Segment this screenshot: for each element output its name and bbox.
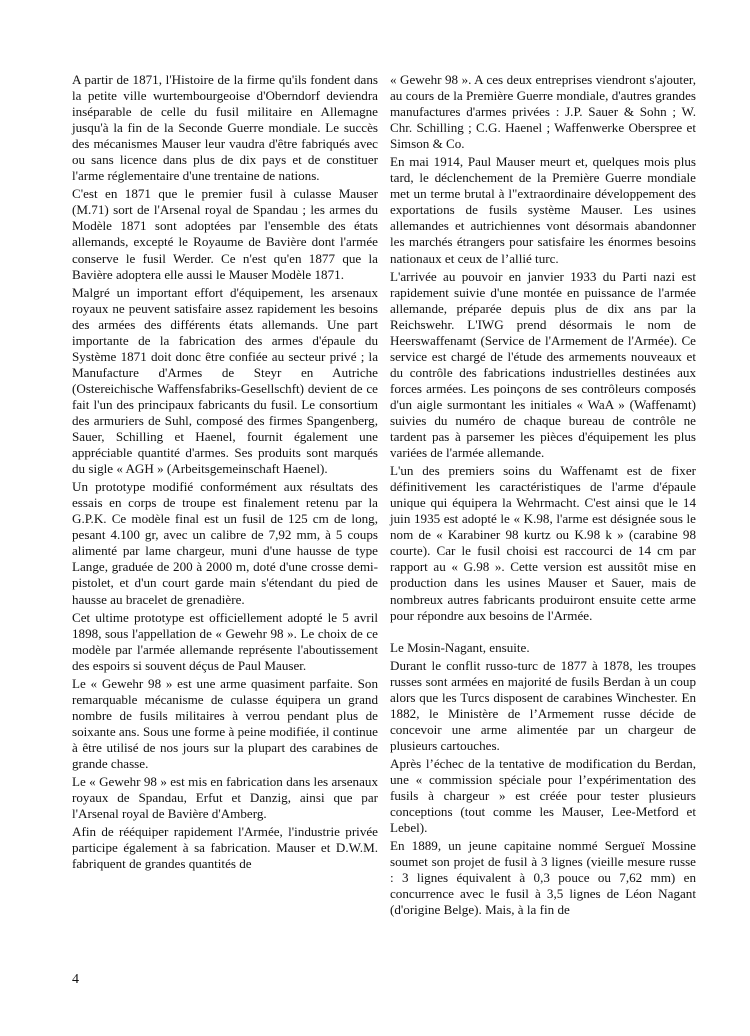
paragraph: Le « Gewehr 98 » est une arme quasiment parfaite. Son remarquable mécanisme de culasse équipera un grand nombre de fusils militaires à verrou pendant plus de soixante ans. Sous une forme à peine modifiée, il continue à être utilisé de nos jours sur la plupart des carabines de grande chasse. [72,675,378,771]
section-lead: Le Mosin-Nagant, ensuite. [390,639,530,655]
paragraph: Après l’échec de la tentative de modification du Berdan, une « commission spéciale pour l’expérimentation des fusils à chargeur » est créée pour tester plusieurs conceptions (tout comme les Mauser, Lee-Metford et Lebel). [390,755,696,836]
paragraph: C'est en 1871 que le premier fusil à culasse Mauser (M.71) sort de l'Arsenal royal de Spandau ; les armes du Modèle 1871 sont adoptées par l'ensemble des états allemands, excepté le Royaume de Bavière dont l'armée conserve le fusil Werder. Ce n'est qu'en 1877 que la Bavière adoptera elle aussi le Mauser Modèle 1871. [72,186,378,282]
paragraph: A partir de 1871, l'Histoire de la firme qu'ils fondent dans la petite ville wurtembourgeoise d'Oberndorf deviendra inséparable de celle du fusil militaire en Allemagne jusqu'à la fin de la Seconde Guerre mondiale. Le succès des mécanismes Mauser leur vaudra d'être fabriqués avec ou sans licence dans plus de dix pays et de constituer l'arme réglementaire d'une trentaine de nations. [72,72,378,184]
right-column [390,72,696,920]
paragraph: Un prototype modifié conformément aux résultats des essais en corps de troupe est finalement retenu par la G.P.K. Ce modèle final est un fusil de 125 cm de long, pesant 4.100 gr, avec un calibre de 7,92 mm, à 5 coups alimenté par lame chargeur, muni d'une hausse de type Lange, graduée de 200 à 2000 m, doté d'une crosse demi-pistolet, et d'un court garde main s'étendant du pied de hausse au bracelet de grenadière. [72,479,378,607]
paragraph: Cet ultime prototype est officiellement adopté le 5 avril 1898, sous l'appellation de « Gewehr 98 ». Le choix de ce modèle par l'armée allemande représente l'aboutissement des espoirs si souvent déçus de Paul Mauser. [72,609,378,673]
paragraph: Le « Gewehr 98 » est mis en fabrication dans les arsenaux royaux de Spandau, Erfut et Danzig, ainsi que par l'Arsenal royal de Bavière d'Amberg. [72,774,378,822]
paragraph: En 1889, un jeune capitaine nommé Sergueï Mossine soumet son projet de fusil à 3 lignes (vieille mesure russe : 3 lignes équivalent à 0,3 pouce ou 7,62 mm) en concurrence avec le fusil à 3,5 lignes de Léon Nagant (d'origine Belge). Mais, à la fin de [390,838,696,918]
paragraph: L'un des premiers soins du Waffenamt est de fixer définitivement les caractéristiques de l'arme d'épaule unique qui équipera la Wehrmacht. C'est ainsi que le 14 juin 1935 est adopté le « K.98, l'arme est désignée sous le nom de « Karabiner 98 kurtz ou K.98 k » (carabine 98 courte). Car le fusil choisi est raccourci de 14 cm par rapport au « G.98 ». Cette version est aussitôt mise en production dans les usines Mauser et Sauer, mais de nombreux autres fabricants produiront ensuite cette arme pour répondre aux besoins de l'Armée. [390,463,696,623]
paragraph: Durant le conflit russo-turc de 1877 à 1878, les troupes russes sont armées en majorité de fusils Berdan à un coup alors que les Turcs disposent de carabines Winchester. En 1882, le Ministère de l’Armement russe décide de concevoir une arme alimentée par un chargeur de plusieurs cartouches. [390,657,696,753]
page-number: 4 [72,972,79,987]
left-column [72,72,378,874]
paragraph: Afin de rééquiper rapidement l'Armée, l'industrie privée participe également à sa fabrication. Mauser et D.W.M. fabriquent de grandes quantités de [72,824,378,872]
paragraph: En mai 1914, Paul Mauser meurt et, quelques mois plus tard, le déclenchement de la Première Guerre mondiale met un terme brutal à l"extraordinaire développement des exportations de fusils système Mauser. Les usines allemandes et autrichiennes vont désormais abandonner les marchés étrangers pour satisfaire les énormes besoins nationaux et ceux de l’allié turc. [390,154,696,266]
paragraph: « Gewehr 98 ». A ces deux entreprises viendront s'ajouter, au cours de la Première Guerre mondiale, d'autres grandes manufactures d'armes privées : J.P. Sauer & Sohn ; W. Chr. Schilling ; C.G. Haenel ; Waffenwerke Oberspree et Simson & Co. [390,72,696,152]
paragraph: Malgré un important effort d'équipement, les arsenaux royaux ne peuvent satisfaire assez rapidement les besoins des armées des différents états allemands. Une part importante de la fabrication des armes d'épaule du Système 1871 doit donc être confiée au secteur privé ; la Manufacture d'Armes de Steyr en Autriche (Ostereichische Waffensfabriks-Gesellschft) devient de ce fait l'un des principaux fabricants du fusil. Le consortium des armuriers de Suhl, composé des firmes Spangenberg, Sauer, Schilling et Haenel, fournit également une appréciable quantité d'armes. Ses produits sont marqués du sigle « AGH » (Arbeitsgemeinschaft Haenel). [72,284,378,477]
paragraph: L'arrivée au pouvoir en janvier 1933 du Parti nazi est rapidement suivie d'une montée en puissance de l'armée allemande, préparée depuis plus de dix ans par la Reichswehr. L'IWG prend désormais le nom de Heerswaffenamt (Service de l'Armement de l'Armée). Ce service est chargé de l'étude des armements nouveaux et du contrôle des fabrications industrielles destinées aux forces armées. Les poinçons de ses contrôleurs composés d'un aigle surmontant les initiales « WaA » (Waffenamt) suivies du numéro de chaque bureau de contrôle ne tardent pas à parsemer les pièces d'équipement les plus variées de l'armée allemande. [390,268,696,461]
